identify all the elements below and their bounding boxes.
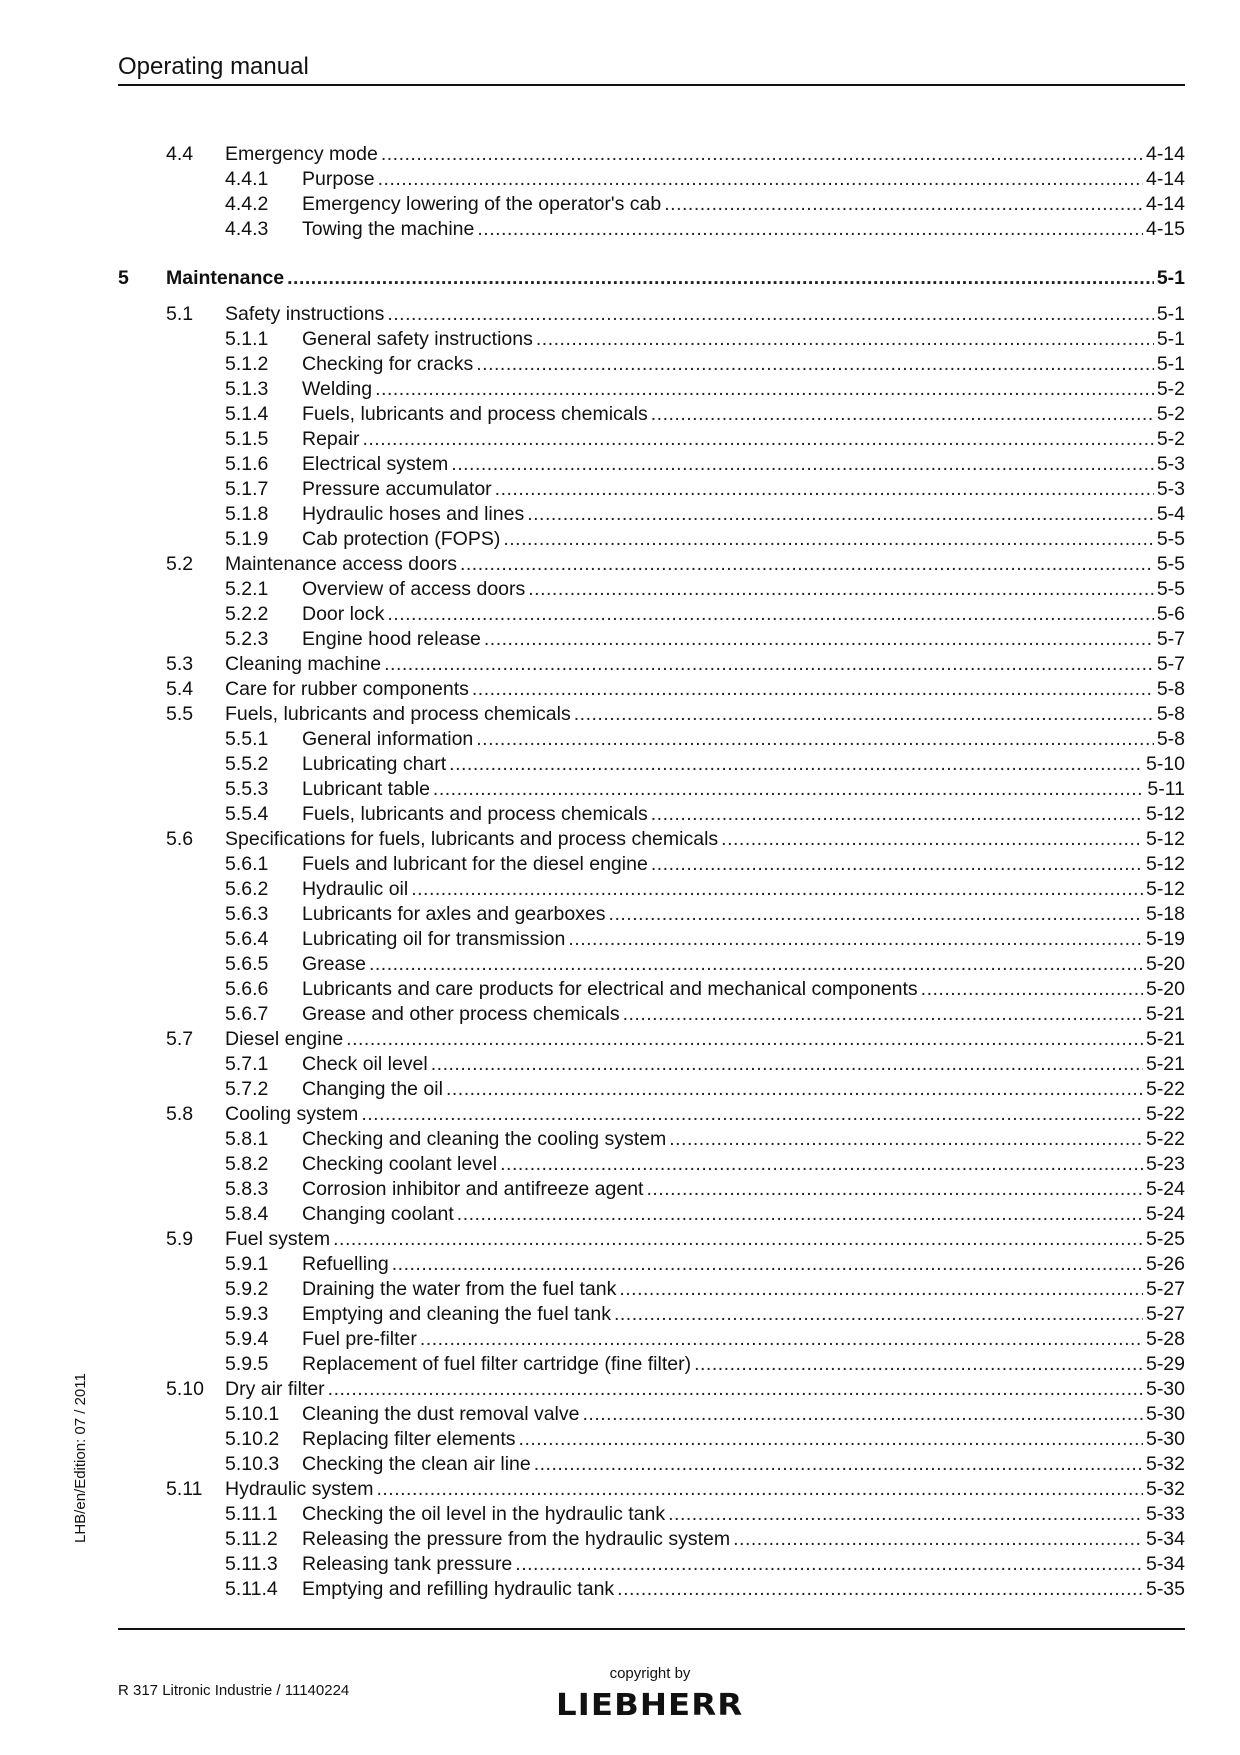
toc-entry-number: 5.2.1 <box>225 578 269 600</box>
toc-entry-number: 5.4 <box>166 678 194 700</box>
toc-entry[interactable] <box>118 752 1185 777</box>
toc-entry-title: Emergency mode <box>225 143 378 165</box>
toc-entry-number: 4.4.3 <box>225 218 269 240</box>
toc-leader-dots <box>431 1052 1143 1077</box>
toc-entry-number: 5 <box>118 267 129 289</box>
toc-entry[interactable] <box>118 1227 1185 1252</box>
toc-entry[interactable] <box>118 927 1185 952</box>
toc-entry-number: 5.8.1 <box>225 1128 269 1150</box>
toc-entry-title: Welding <box>302 378 373 400</box>
toc-entry[interactable] <box>118 1477 1185 1502</box>
toc-leader-dots <box>472 677 1154 702</box>
toc-leader-dots <box>623 1002 1143 1027</box>
toc-entry-number: 4.4.1 <box>225 168 269 190</box>
toc-entry-number: 5.5.4 <box>225 803 269 825</box>
toc-entry[interactable] <box>118 502 1185 527</box>
toc-leader-dots <box>536 327 1154 352</box>
toc-entry-number: 5.5 <box>166 703 194 725</box>
toc-entry[interactable] <box>118 266 1185 291</box>
toc-entry[interactable] <box>118 852 1185 877</box>
toc-entry[interactable] <box>118 1427 1185 1452</box>
toc-entry-title: Purpose <box>302 168 375 190</box>
toc-entry-title: Fuels, lubricants and process chemicals <box>302 803 648 825</box>
toc-entry-number: 5.7 <box>166 1028 194 1050</box>
toc-entry-title: Emptying and cleaning the fuel tank <box>302 1303 611 1325</box>
toc-entry[interactable] <box>118 677 1185 702</box>
toc-entry-title: Maintenance <box>166 267 285 289</box>
toc-leader-dots <box>369 952 1143 977</box>
toc-entry-number: 5.10.2 <box>225 1428 280 1450</box>
toc-entry-page: 5-32 <box>1145 1453 1185 1475</box>
toc-entry[interactable] <box>118 377 1185 402</box>
toc-leader-dots <box>451 452 1154 477</box>
toc-entry-page: 5-10 <box>1145 753 1185 775</box>
toc-entry[interactable] <box>118 427 1185 452</box>
footer-divider <box>118 1628 1185 1630</box>
toc-entry-number: 5.11.1 <box>225 1503 278 1525</box>
toc-entry[interactable] <box>118 1577 1185 1602</box>
page-header-title: Operating manual <box>118 53 309 80</box>
toc-entry-page: 5-20 <box>1145 978 1185 1000</box>
toc-entry-page: 4-14 <box>1145 193 1185 215</box>
toc-entry-title: Cooling system <box>225 1103 359 1125</box>
toc-entry-number: 5.6.4 <box>225 928 269 950</box>
toc-entry[interactable] <box>118 327 1185 352</box>
toc-entry-title: Engine hood release <box>302 628 481 650</box>
toc-entry-page: 5-22 <box>1145 1103 1185 1125</box>
toc-leader-dots <box>646 1177 1143 1202</box>
toc-entry-number: 5.1.6 <box>225 453 269 475</box>
toc-entry-page: 5-12 <box>1145 828 1185 850</box>
toc-entry-title: Electrical system <box>302 453 449 475</box>
toc-entry-number: 5.1.7 <box>225 478 269 500</box>
toc-entry-page: 5-2 <box>1156 403 1185 425</box>
toc-entry-page: 5-4 <box>1156 503 1185 525</box>
toc-leader-dots <box>515 1552 1143 1577</box>
toc-entry-number: 5.1.5 <box>225 428 269 450</box>
toc-entry[interactable] <box>118 977 1185 1002</box>
toc-entry-page: 5-22 <box>1145 1128 1185 1150</box>
toc-leader-dots <box>619 1277 1143 1302</box>
toc-entry-page: 5-30 <box>1145 1428 1185 1450</box>
toc-entry-page: 5-27 <box>1145 1303 1185 1325</box>
toc-leader-dots <box>460 552 1154 577</box>
toc-leader-dots <box>614 1302 1143 1327</box>
toc-entry-number: 5.8.4 <box>225 1203 269 1225</box>
liebherr-logo: LIEBHERR <box>556 1688 744 1723</box>
toc-entry-page: 5-29 <box>1145 1353 1185 1375</box>
toc-leader-dots <box>495 477 1154 502</box>
toc-entry-page: 5-2 <box>1156 378 1185 400</box>
toc-entry-title: Fuels, lubricants and process chemicals <box>302 403 648 425</box>
toc-entry-title: Grease and other process chemicals <box>302 1003 620 1025</box>
toc-entry-page: 5-30 <box>1145 1378 1185 1400</box>
toc-entry-page: 5-7 <box>1156 653 1185 675</box>
toc-entry[interactable] <box>118 1377 1185 1402</box>
toc-entry-title: Fuel system <box>225 1228 331 1250</box>
toc-entry-number: 5.7.1 <box>225 1053 269 1075</box>
toc-entry[interactable] <box>118 1402 1185 1427</box>
toc-entry-title: Hydraulic system <box>225 1478 374 1500</box>
toc-entry-title: Checking for cracks <box>302 353 474 375</box>
toc-entry-page: 5-34 <box>1145 1528 1185 1550</box>
toc-entry[interactable] <box>118 477 1185 502</box>
toc-entry[interactable] <box>118 1152 1185 1177</box>
toc-leader-dots <box>484 627 1154 652</box>
toc-entry-number: 5.5.1 <box>225 728 269 750</box>
toc-entry-number: 5.1.3 <box>225 378 269 400</box>
toc-entry[interactable] <box>118 877 1185 902</box>
toc-leader-dots <box>346 1027 1143 1052</box>
toc-entry-number: 5.6.7 <box>225 1003 269 1025</box>
toc-entry-number: 5.3 <box>166 653 194 675</box>
toc-entry[interactable] <box>118 402 1185 427</box>
toc-entry-number: 5.9.2 <box>225 1278 269 1300</box>
toc-entry-number: 5.2.3 <box>225 628 269 650</box>
toc-entry-title: Cab protection (FOPS) <box>302 528 501 550</box>
toc-entry-page: 5-8 <box>1156 703 1185 725</box>
toc-entry-title: Fuel pre-filter <box>302 1328 417 1350</box>
toc-entry-number: 5.1.2 <box>225 353 269 375</box>
toc-leader-dots <box>376 1477 1143 1502</box>
toc-entry-page: 5-35 <box>1145 1578 1185 1600</box>
toc-entry-page: 5-6 <box>1156 603 1185 625</box>
toc-entry-title: Maintenance access doors <box>225 553 457 575</box>
toc-entry-page: 4-14 <box>1145 168 1185 190</box>
toc-entry[interactable] <box>118 602 1185 627</box>
toc-entry-title: Cleaning machine <box>225 653 382 675</box>
toc-entry-title: Pressure accumulator <box>302 478 492 500</box>
toc-entry[interactable] <box>118 352 1185 377</box>
toc-entry-number: 5.5.3 <box>225 778 269 800</box>
toc-entry[interactable] <box>118 1177 1185 1202</box>
toc-leader-dots <box>528 577 1154 602</box>
toc-entry[interactable] <box>118 777 1185 802</box>
toc-entry-page: 5-30 <box>1145 1403 1185 1425</box>
toc-entry-page: 5-5 <box>1156 578 1185 600</box>
toc-leader-dots <box>617 1577 1143 1602</box>
toc-leader-dots <box>361 1102 1143 1127</box>
toc-entry-page: 5-1 <box>1156 353 1185 375</box>
toc-leader-dots <box>574 702 1154 727</box>
toc-entry-title: Checking coolant level <box>302 1153 498 1175</box>
toc-entry-page: 5-1 <box>1156 267 1185 289</box>
toc-entry-title: Replacement of fuel filter cartridge (fine filter) <box>302 1353 692 1375</box>
toc-entry-title: Care for rubber components <box>225 678 469 700</box>
toc-entry[interactable] <box>118 527 1185 552</box>
toc-entry-page: 5-3 <box>1156 478 1185 500</box>
toc-entry-title: General information <box>302 728 474 750</box>
toc-entry-title: Fuels and lubricant for the diesel engine <box>302 853 648 875</box>
toc-entry-title: Lubricant table <box>302 778 430 800</box>
toc-entry[interactable] <box>118 802 1185 827</box>
toc-entry-title: Safety instructions <box>225 303 385 325</box>
toc-entry-number: 5.11.4 <box>225 1578 278 1600</box>
toc-entry-page: 5-21 <box>1145 1053 1185 1075</box>
toc-entry-number: 5.9 <box>166 1228 194 1250</box>
toc-entry-page: 5-5 <box>1156 528 1185 550</box>
toc-entry[interactable] <box>118 827 1185 852</box>
toc-entry[interactable] <box>118 552 1185 577</box>
toc-entry-page: 5-27 <box>1145 1278 1185 1300</box>
toc-leader-dots <box>476 727 1154 752</box>
toc-entry-title: Emergency lowering of the operator's cab <box>302 193 662 215</box>
toc-entry[interactable] <box>118 1277 1185 1302</box>
toc-entry-number: 5.6 <box>166 828 194 850</box>
toc-entry-title: Fuels, lubricants and process chemicals <box>225 703 571 725</box>
toc-leader-dots <box>287 266 1154 291</box>
toc-entry[interactable] <box>118 577 1185 602</box>
toc-entry-page: 5-25 <box>1145 1228 1185 1250</box>
toc-entry-number: 4.4 <box>166 143 194 165</box>
toc-entry-title: Lubricating chart <box>302 753 447 775</box>
toc-entry-title: Grease <box>302 953 366 975</box>
toc-entry-title: Cleaning the dust removal valve <box>302 1403 580 1425</box>
toc-entry-page: 5-11 <box>1147 778 1185 800</box>
toc-entry-page: 5-32 <box>1145 1478 1185 1500</box>
toc-leader-dots <box>500 1152 1143 1177</box>
toc-entry-title: Towing the machine <box>302 218 475 240</box>
toc-entry[interactable] <box>118 1102 1185 1127</box>
toc-entry-number: 5.8.2 <box>225 1153 269 1175</box>
toc-entry-page: 5-1 <box>1156 328 1185 350</box>
toc-entry-page: 5-8 <box>1156 728 1185 750</box>
toc-leader-dots <box>362 427 1153 452</box>
toc-entry-page: 5-18 <box>1145 903 1185 925</box>
toc-entry-number: 5.6.1 <box>225 853 269 875</box>
toc-entry-title: Checking the oil level in the hydraulic tank <box>302 1503 666 1525</box>
toc-leader-dots <box>375 377 1154 402</box>
toc-entry[interactable] <box>118 702 1185 727</box>
toc-entry[interactable] <box>118 1552 1185 1577</box>
toc-leader-dots <box>651 402 1154 427</box>
toc-entry-number: 5.9.3 <box>225 1303 269 1325</box>
toc-entry-title: Emptying and refilling hydraulic tank <box>302 1578 615 1600</box>
toc-entry-number: 5.10 <box>166 1378 204 1400</box>
toc-leader-dots <box>921 977 1143 1002</box>
toc-leader-dots <box>384 652 1154 677</box>
toc-entry-title: Repair <box>302 428 360 450</box>
toc-entry[interactable] <box>118 1052 1185 1077</box>
toc-entry-page: 5-19 <box>1145 928 1185 950</box>
toc-entry-title: Changing coolant <box>302 1203 454 1225</box>
toc-entry[interactable] <box>118 142 1185 167</box>
toc-leader-dots <box>609 902 1143 927</box>
toc-entry[interactable] <box>118 1502 1185 1527</box>
toc-entry-page: 5-24 <box>1145 1203 1185 1225</box>
toc-entry[interactable] <box>118 217 1185 242</box>
toc-entry-number: 4.4.2 <box>225 193 269 215</box>
toc-leader-dots <box>333 1227 1143 1252</box>
toc-entry-title: Hydraulic oil <box>302 878 409 900</box>
toc-entry[interactable] <box>118 302 1185 327</box>
toc-leader-dots <box>527 502 1154 527</box>
toc-entry-number: 5.9.5 <box>225 1353 269 1375</box>
toc-entry-title: Hydraulic hoses and lines <box>302 503 525 525</box>
toc-entry-title: Corrosion inhibitor and antifreeze agent <box>302 1178 644 1200</box>
toc-entry-number: 5.11 <box>166 1478 203 1500</box>
toc-entry-page: 5-7 <box>1156 628 1185 650</box>
header-divider <box>118 84 1185 86</box>
toc-entry[interactable] <box>118 1352 1185 1377</box>
toc-leader-dots <box>503 527 1153 552</box>
toc-entry-number: 5.1 <box>166 303 194 325</box>
toc-entry-title: Door lock <box>302 603 385 625</box>
toc-entry[interactable] <box>118 627 1185 652</box>
toc-entry-number: 5.8 <box>166 1103 194 1125</box>
toc-leader-dots <box>651 802 1143 827</box>
edition-label: LHB/en/Edition: 07 / 2011 <box>72 1373 89 1543</box>
toc-leader-dots <box>477 217 1143 242</box>
toc-entry-number: 5.6.2 <box>225 878 269 900</box>
footer-document-id: R 317 Litronic Industrie / 11140224 <box>118 1682 350 1699</box>
toc-entry[interactable] <box>118 1002 1185 1027</box>
toc-entry-number: 5.11.2 <box>225 1528 278 1550</box>
toc-entry[interactable] <box>118 1302 1185 1327</box>
toc-entry-page: 5-12 <box>1145 853 1185 875</box>
toc-entry[interactable] <box>118 1027 1185 1052</box>
toc-entry-page: 5-26 <box>1145 1253 1185 1275</box>
toc-entry-page: 5-20 <box>1145 953 1185 975</box>
toc-entry-page: 5-23 <box>1145 1153 1185 1175</box>
toc-leader-dots <box>534 1452 1143 1477</box>
toc-entry[interactable] <box>118 952 1185 977</box>
toc-entry-title: Check oil level <box>302 1053 428 1075</box>
toc-entry-number: 5.1.9 <box>225 528 269 550</box>
toc-leader-dots <box>583 1402 1143 1427</box>
toc-entry-number: 5.2 <box>166 553 194 575</box>
toc-entry-number: 5.6.5 <box>225 953 269 975</box>
toc-leader-dots <box>457 1202 1143 1227</box>
toc-leader-dots <box>721 827 1143 852</box>
toc-entry-title: Lubricating oil for transmission <box>302 928 566 950</box>
toc-leader-dots <box>669 1127 1143 1152</box>
toc-leader-dots <box>420 1327 1143 1352</box>
toc-leader-dots <box>387 302 1153 327</box>
toc-entry[interactable] <box>118 1202 1185 1227</box>
toc-entry-page: 5-24 <box>1145 1178 1185 1200</box>
toc-entry-page: 5-2 <box>1156 428 1185 450</box>
toc-entry-page: 5-28 <box>1145 1328 1185 1350</box>
toc-entry[interactable] <box>118 452 1185 477</box>
toc-entry-number: 5.7.2 <box>225 1078 269 1100</box>
toc-entry[interactable] <box>118 1327 1185 1352</box>
toc-leader-dots <box>651 852 1143 877</box>
toc-entry-title: Checking and cleaning the cooling system <box>302 1128 667 1150</box>
toc-leader-dots <box>568 927 1143 952</box>
toc-leader-dots <box>449 752 1143 777</box>
toc-entry-page: 5-34 <box>1145 1553 1185 1575</box>
toc-entry-page: 4-15 <box>1145 218 1185 240</box>
toc-entry-page: 5-22 <box>1145 1078 1185 1100</box>
toc-entry-page: 5-1 <box>1156 303 1185 325</box>
toc-entry[interactable] <box>118 1527 1185 1552</box>
toc-entry-page: 5-33 <box>1145 1503 1185 1525</box>
toc-entry[interactable] <box>118 652 1185 677</box>
toc-leader-dots <box>476 352 1154 377</box>
footer-copyright: copyright by <box>609 1665 691 1682</box>
toc-entry-title: General safety instructions <box>302 328 533 350</box>
toc-entry-number: 5.10.3 <box>225 1453 280 1475</box>
toc-entry-page: 5-21 <box>1145 1003 1185 1025</box>
toc-entry-number: 5.6.6 <box>225 978 269 1000</box>
toc-entry-title: Refuelling <box>302 1253 389 1275</box>
toc-leader-dots <box>733 1527 1143 1552</box>
toc-entry-title: Checking the clean air line <box>302 1453 531 1475</box>
toc-leader-dots <box>392 1252 1143 1277</box>
toc-entry[interactable] <box>118 1252 1185 1277</box>
toc-entry-number: 5.2.2 <box>225 603 269 625</box>
toc-entry[interactable] <box>118 1127 1185 1152</box>
toc-entry-title: Releasing the pressure from the hydraulic system <box>302 1528 731 1550</box>
toc-entry-number: 5.1.4 <box>225 403 269 425</box>
toc-entry-number: 5.1.1 <box>225 328 269 350</box>
toc-entry-number: 5.5.2 <box>225 753 269 775</box>
toc-entry-page: 5-12 <box>1145 803 1185 825</box>
toc-entry-page: 5-3 <box>1156 453 1185 475</box>
toc-leader-dots <box>664 192 1143 217</box>
toc-entry[interactable] <box>118 727 1185 752</box>
toc-leader-dots <box>328 1377 1143 1402</box>
toc-entry-number: 5.1.8 <box>225 503 269 525</box>
toc-entry-title: Lubricants for axles and gearboxes <box>302 903 606 925</box>
toc-leader-dots <box>519 1427 1143 1452</box>
toc-entry-number: 5.9.4 <box>225 1328 269 1350</box>
toc-entry-title: Changing the oil <box>302 1078 443 1100</box>
toc-leader-dots <box>411 877 1143 902</box>
toc-entry[interactable] <box>118 1077 1185 1102</box>
toc-entry-title: Dry air filter <box>225 1378 325 1400</box>
toc-entry[interactable] <box>118 1452 1185 1477</box>
toc-entry[interactable] <box>118 167 1185 192</box>
toc-entry-title: Specifications for fuels, lubricants and process chemicals <box>225 828 719 850</box>
toc-entry-page: 5-8 <box>1156 678 1185 700</box>
toc-leader-dots <box>387 602 1153 627</box>
toc-entry-page: 5-21 <box>1145 1028 1185 1050</box>
toc-entry-number: 5.10.1 <box>225 1403 280 1425</box>
toc-entry[interactable] <box>118 192 1185 217</box>
toc-leader-dots <box>433 777 1144 802</box>
toc-entry-title: Replacing filter elements <box>302 1428 516 1450</box>
toc-leader-dots <box>694 1352 1143 1377</box>
toc-entry-page: 4-14 <box>1145 143 1185 165</box>
toc-entry-title: Diesel engine <box>225 1028 344 1050</box>
toc-entry-title: Releasing tank pressure <box>302 1553 513 1575</box>
toc-leader-dots <box>446 1077 1143 1102</box>
toc-entry-page: 5-12 <box>1145 878 1185 900</box>
toc-entry-number: 5.6.3 <box>225 903 269 925</box>
toc-leader-dots <box>668 1502 1143 1527</box>
toc-entry-title: Overview of access doors <box>302 578 526 600</box>
toc-entry-number: 5.9.1 <box>225 1253 269 1275</box>
table-of-contents <box>118 142 1185 1602</box>
toc-entry-number: 5.11.3 <box>225 1553 278 1575</box>
toc-entry-page: 5-5 <box>1156 553 1185 575</box>
toc-entry-number: 5.8.3 <box>225 1178 269 1200</box>
toc-entry-title: Lubricants and care products for electrical and mechanical components <box>302 978 918 1000</box>
toc-entry-title: Draining the water from the fuel tank <box>302 1278 617 1300</box>
toc-entry[interactable] <box>118 902 1185 927</box>
toc-leader-dots <box>381 142 1143 167</box>
toc-leader-dots <box>378 167 1143 192</box>
